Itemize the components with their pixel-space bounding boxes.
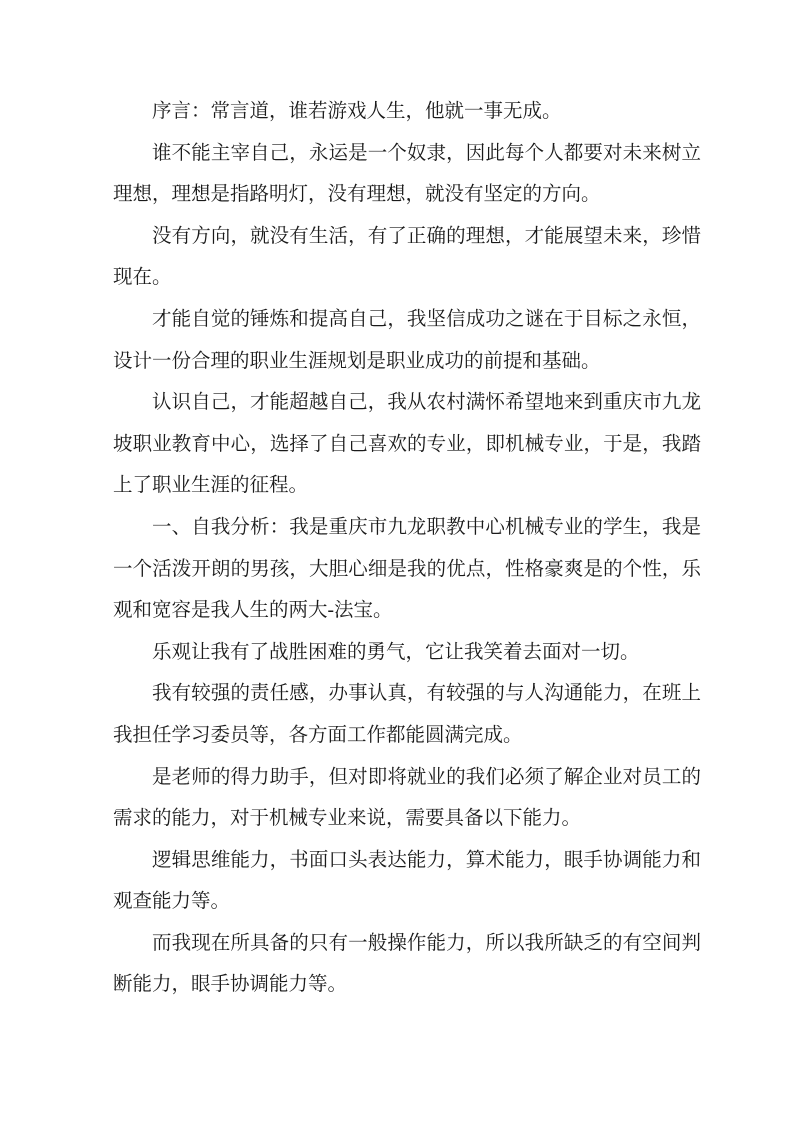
paragraph: 而我现在所具备的只有一般操作能力，所以我所缺乏的有空间判断能力，眼手协调能力等。 [113,932,701,996]
paragraph: 没有方向，就没有生活，有了正确的理想，才能展望未来，珍惜现在。 [113,225,701,289]
paragraph: 逻辑思维能力，书面口头表达能力，算术能力，眼手协调能力和观查能力等。 [113,849,701,913]
paragraph: 乐观让我有了战胜困难的勇气，它让我笑着去面对一切。 [152,641,640,663]
paragraph: 是老师的得力助手，但对即将就业的我们必须了解企业对员工的需求的能力，对于机械专业来说，需要具备以下能力。 [113,766,701,830]
paragraph-self-analysis: 一、自我分析：我是重庆市九龙职教中心机械专业的学生，我是一个活泼开朗的男孩，大胆心细是我的优点，性格豪爽是的个性，乐观和宽容是我人生的两大-法宝。 [113,516,701,622]
paragraph: 谁不能主宰自己，永运是一个奴隶，因此每个人都要对未来树立理想，理想是指路明灯，没有理想，就没有坚定的方向。 [113,142,701,206]
paragraph: 我有较强的责任感，办事认真，有较强的与人沟通能力，在班上我担任学习委员等，各方面工作都能圆满完成。 [113,683,701,746]
paragraph-preface: 序言：常言道，谁若游戏人生，他就一事无成。 [152,101,562,122]
document-content [113,91,701,1006]
paragraph: 认识自己，才能超越自己，我从农村满怀希望地来到重庆市九龙坡职业教育中心，选择了自己喜欢的专业，即机械专业，于是，我踏上了职业生涯的征程。 [113,392,701,497]
paragraph: 才能自觉的锤炼和提高自己，我坚信成功之谜在于目标之永恒，设计一份合理的职业生涯规划是职业成功的前提和基础。 [113,308,701,372]
